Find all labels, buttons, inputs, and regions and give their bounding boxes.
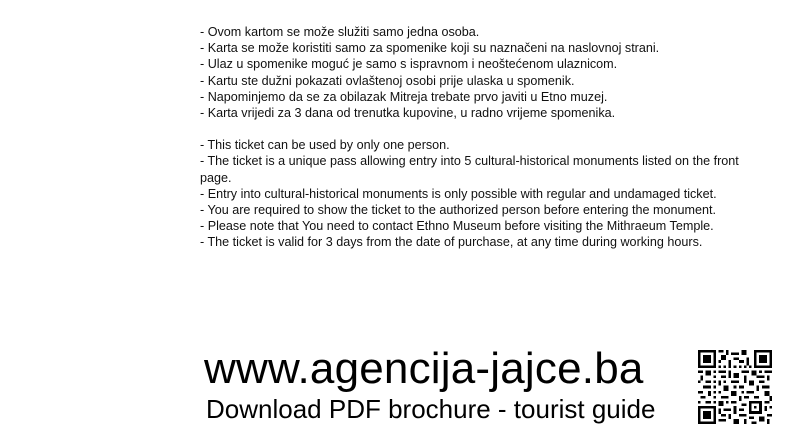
rule-bs-6: - Karta vrijedi za 3 dana od trenutka kupovine, u radno vrijeme spomenika. bbox=[200, 106, 616, 121]
website-link[interactable]: www.agencija-jajce.ba bbox=[204, 344, 644, 393]
rule-bs-3: - Ulaz u spomenike moguć je samo s ispravnom i neoštećenom ulaznicom. bbox=[200, 57, 618, 72]
qr-code-icon[interactable] bbox=[698, 350, 772, 424]
rules-bosnian-list bbox=[200, 24, 740, 121]
rule-en-3: - Entry into cultural-historical monuments is only possible with regular and undamaged ticket. bbox=[200, 186, 717, 201]
rule-en-2: - The ticket is a unique pass allowing entry into 5 cultural-historical monuments listed on the front page. bbox=[200, 154, 739, 185]
rule-bs-2: - Karta se može koristiti samo za spomenike koji su naznačeni na naslovnoj strani. bbox=[200, 41, 660, 56]
rules-english-list bbox=[200, 137, 740, 250]
rule-bs-1: - Ovom kartom se može služiti samo jedna osoba. bbox=[200, 25, 480, 39]
download-brochure-link[interactable]: Download PDF brochure - tourist guide bbox=[206, 394, 656, 424]
qr-code-graphic bbox=[698, 350, 772, 424]
rules-divider-space bbox=[200, 121, 740, 137]
ticket-rules bbox=[200, 24, 740, 251]
rule-en-1: - This ticket can be used by only one person. bbox=[200, 138, 450, 153]
rule-en-6: - The ticket is valid for 3 days from the date of purchase, at any time during working hours. bbox=[200, 235, 703, 250]
rule-en-4: - You are required to show the ticket to the authorized person before entering the monument. bbox=[200, 203, 716, 218]
rule-bs-4: - Kartu ste dužni pokazati ovlaštenoj osobi prije ulaska u spomenik. bbox=[200, 73, 575, 88]
rule-bs-5: - Napominjemo da se za obilazak Mitreja trebate prvo javiti u Etno muzej. bbox=[200, 89, 608, 104]
rule-en-5: - Please note that You need to contact Ethno Museum before visiting the Mithraeum Temple. bbox=[200, 219, 714, 234]
